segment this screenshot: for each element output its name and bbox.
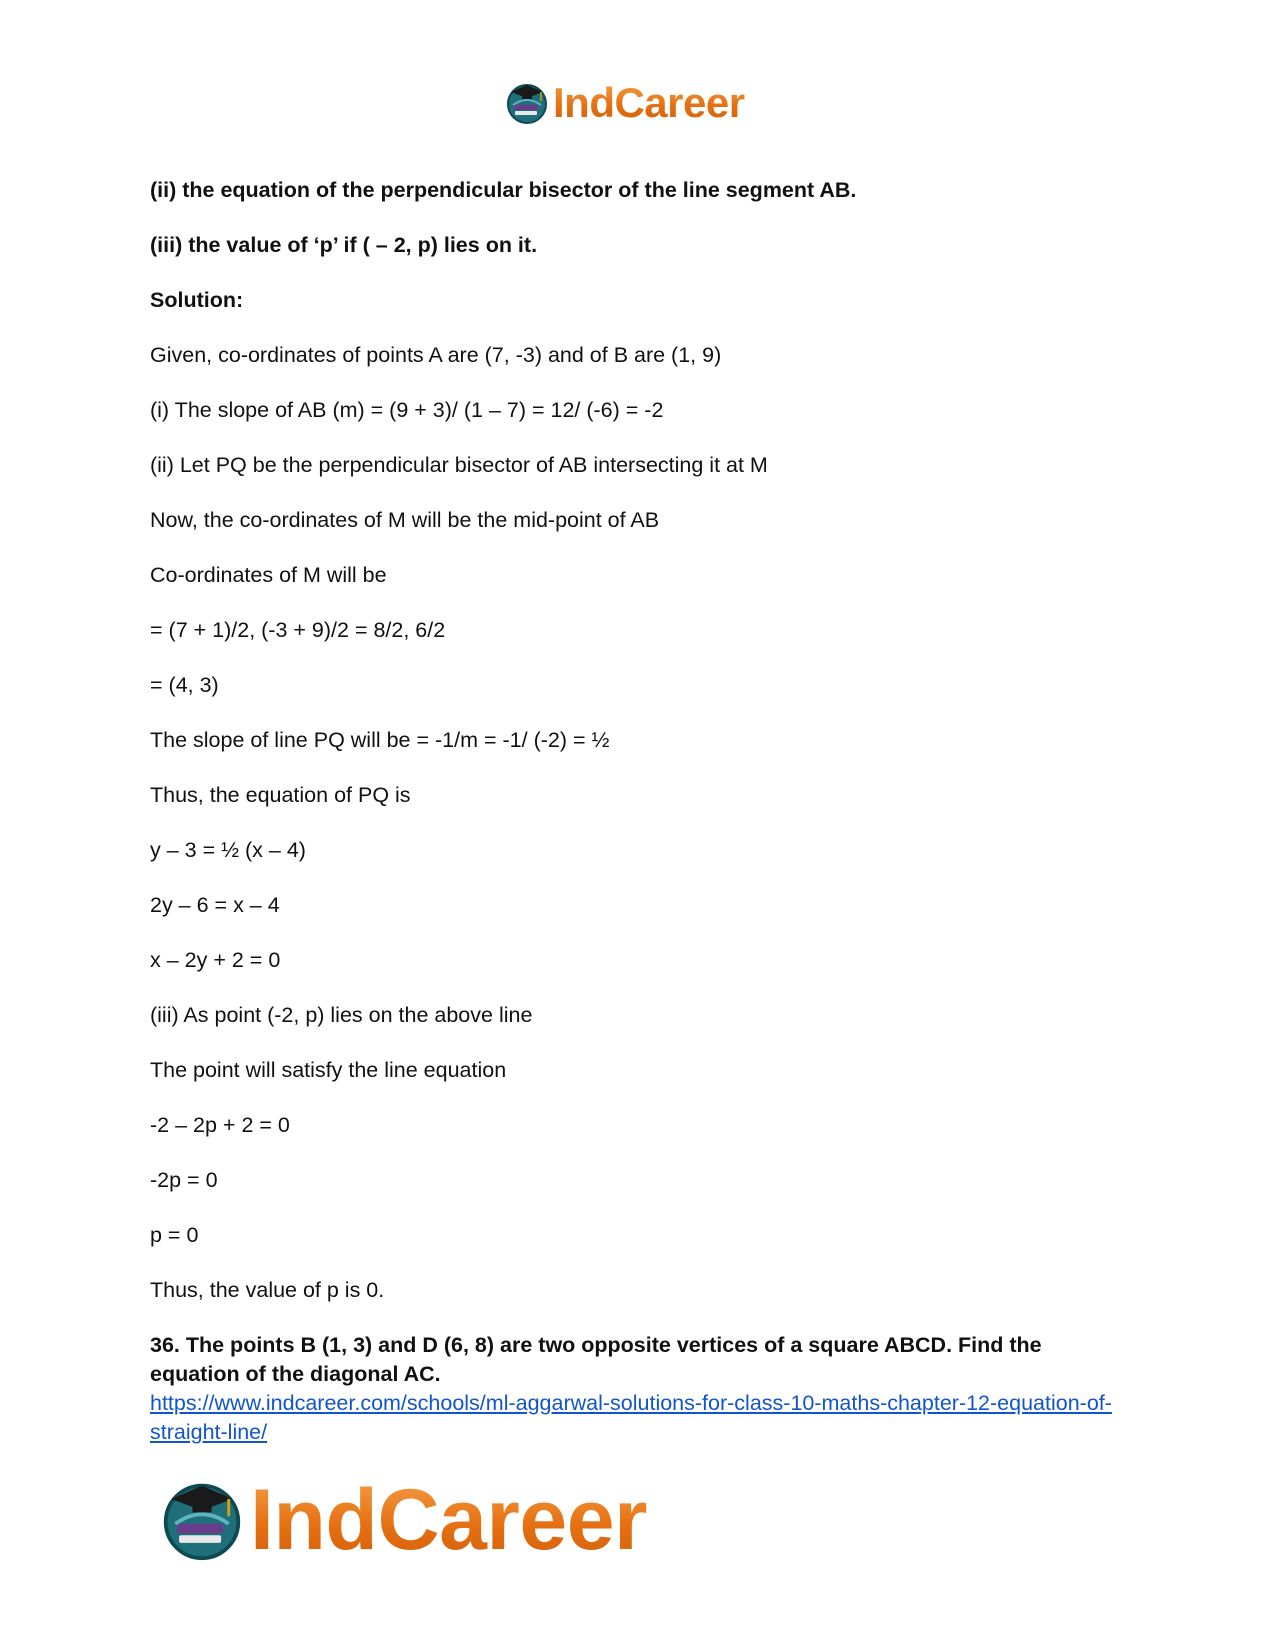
solution-line: The point will satisfy the line equation — [150, 1058, 507, 1082]
solution-line: Now, the co-ordinates of M will be the mid-point of AB — [150, 508, 660, 532]
indcareer-logo-top — [505, 80, 745, 126]
solution-line: -2p = 0 — [150, 1168, 218, 1192]
graduate-globe-icon — [160, 1478, 244, 1562]
solution-line: (ii) Let PQ be the perpendicular bisector of AB intersecting it at M — [150, 453, 768, 477]
logo-wordmark: IndCareer — [250, 1471, 647, 1568]
solution-line: = (7 + 1)/2, (-3 + 9)/2 = 8/2, 6/2 — [150, 618, 446, 642]
solution-line: 2y – 6 = x – 4 — [150, 893, 280, 917]
solution-line: The slope of line PQ will be = -1/m = -1/ (-2) = ½ — [150, 728, 610, 752]
solution-line: Given, co-ordinates of points A are (7, -3) and of B are (1, 9) — [150, 343, 722, 367]
source-link[interactable]: https://www.indcareer.com/schools/ml-aggarwal-solutions-for-class-10-maths-chapter-12-equation-of-straight-line/ — [150, 1391, 1112, 1444]
page-content — [150, 176, 1130, 1447]
solution-conclusion: Thus, the value of p is 0. — [150, 1278, 385, 1302]
solution-line: p = 0 — [150, 1223, 199, 1247]
solution-line: x – 2y + 2 = 0 — [150, 948, 281, 972]
graduate-globe-icon — [505, 81, 549, 125]
solution-line: (i) The slope of AB (m) = (9 + 3)/ (1 – 7) = 12/ (-6) = -2 — [150, 398, 664, 422]
solution-line: = (4, 3) — [150, 673, 219, 697]
solution-line: (iii) As point (-2, p) lies on the above line — [150, 1003, 533, 1027]
solution-line: Thus, the equation of PQ is — [150, 783, 411, 807]
logo-wordmark: IndCareer — [553, 79, 745, 126]
question-part-iii: (iii) the value of ‘p’ if ( – 2, p) lies on it. — [150, 233, 538, 257]
solution-line: Co-ordinates of M will be — [150, 563, 387, 587]
solution-line: -2 – 2p + 2 = 0 — [150, 1113, 290, 1137]
solution-heading: Solution: — [150, 288, 244, 312]
indcareer-logo-bottom — [160, 1471, 647, 1568]
solution-line: y – 3 = ½ (x – 4) — [150, 838, 306, 862]
question-part-ii: (ii) the equation of the perpendicular bisector of the line segment AB. — [150, 178, 857, 202]
question-36: 36. The points B (1, 3) and D (6, 8) are two opposite vertices of a square ABCD. Find the equation of the diagonal AC. — [150, 1333, 1042, 1386]
